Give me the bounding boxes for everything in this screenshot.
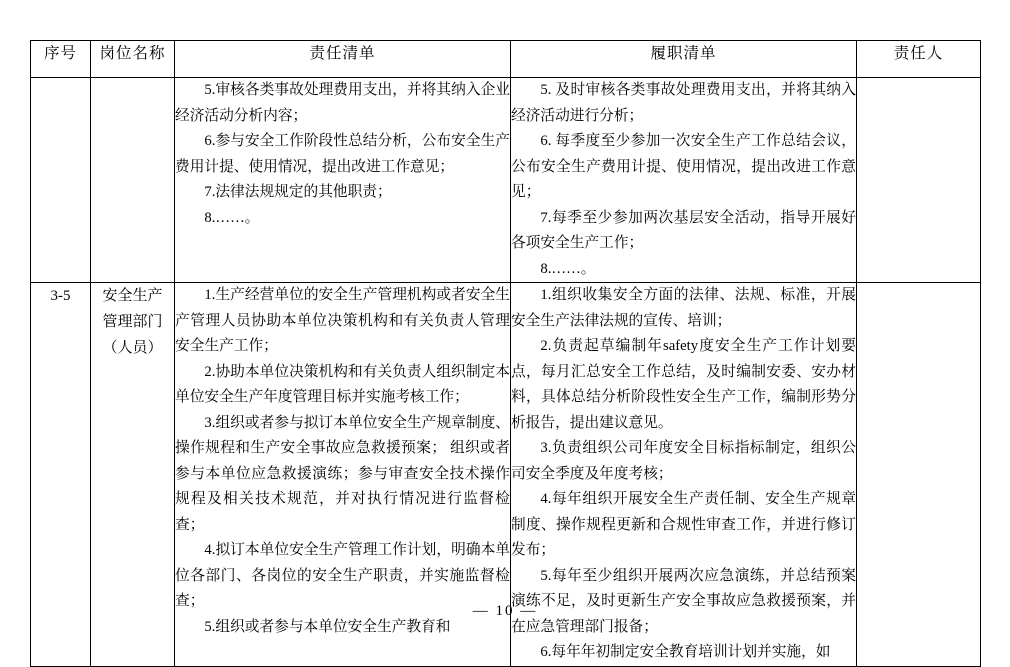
performance-item: 5.每年至少组织开展两次应急演练，并总结预案演练不足，及时更新生产安全事故应急救援预案，并在应急管理部门报备； (511, 567, 856, 635)
post-value-line: （人员） (102, 340, 163, 356)
post-value-line: 管理部门 (102, 314, 163, 330)
responsibility-table (30, 40, 981, 667)
performance-item: 4.每年组织开展安全生产责任制、安全生产规章制度、操作规程更新和合规性审查工作，并进行修订发布； (511, 491, 856, 558)
cell-owner (857, 78, 981, 283)
column-header-performance: 履职清单 (511, 41, 857, 78)
cell-post (91, 78, 175, 283)
performance-item: 6. 每季度至少参加一次安全生产工作总结会议，公布安全生产费用计提、使用情况，提出改进工作意见； (511, 133, 856, 200)
performance-item: 1.组织收集安全方面的法律、法规、标准，开展安全生产法律法规的宣传、培训； (511, 287, 856, 329)
performance-item: 5. 及时审核各类事故处理费用支出，并将其纳入经济活动进行分析； (511, 82, 856, 124)
performance-item: 6.每年年初制定安全教育培训计划并实施，如 (540, 644, 831, 660)
page-number: — 10 — (472, 603, 538, 619)
duty-item: 3.组织或者参与拟订本单位安全生产规章制度、操作规程和生产安全事故应急救援预案； 组织或者参与本单位应急救援演练；参与审查安全技术操作规程及相关技术规范，并对执行情况进行监督检查； (175, 414, 510, 533)
duty-item: 8.……。 (204, 209, 260, 226)
column-header-owner: 责任人 (857, 41, 981, 78)
duty-item: 7.法律法规规定的其他职责； (204, 184, 392, 200)
performance-item: 7.每季至少参加两次基层安全活动，指导开展好各项安全生产工作； (511, 209, 856, 251)
column-header-duty: 责任清单 (175, 41, 511, 78)
table-header-row (31, 41, 981, 78)
post-value-line: 安全生产 (102, 288, 163, 304)
page-footer (0, 603, 1010, 620)
performance-item: 2.负责起草编制年safety度安全生产工作计划要点，每月汇总安全工作总结，及时编制安委、安办材料，具体总结分析阶段性安全生产工作，编制形势分析报告，提出建议意见。 (511, 338, 856, 431)
cell-duty (175, 78, 511, 283)
table-row (31, 78, 981, 283)
table-header (31, 41, 981, 78)
column-header-seq: 序号 (31, 41, 91, 78)
table-body (31, 78, 981, 667)
column-header-post: 岗位名称 (91, 41, 175, 78)
cell-seq (31, 78, 91, 283)
duty-item: 5.审核各类事故处理费用支出，并将其纳入企业经济活动分析内容； (175, 82, 510, 124)
seq-value: 3-5 (50, 288, 71, 304)
performance-item: 8.……。 (540, 260, 596, 277)
duty-item: 2.协助本单位决策机构和有关负责人组织制定本单位安全生产年度管理目标并实施考核工作； (175, 363, 510, 405)
cell-performance (511, 78, 857, 283)
duty-item: 4.拟订本单位安全生产管理工作计划，明确本单位各部门、各岗位的安全生产职责，并实施监督检查； (175, 542, 510, 609)
duty-item: 6.参与安全工作阶段性总结分析，公布安全生产费用计提、使用情况，提出改进工作意见； (175, 133, 510, 175)
performance-item: 3.负责组织公司年度安全目标指标制定，组织公司安全季度及年度考核； (511, 440, 856, 482)
duty-item: 1.生产经营单位的安全生产管理机构或者安全生产管理人员协助本单位决策机构和有关负责人管理安全生产工作； (175, 287, 510, 354)
duty-item: 5.组织或者参与本单位安全生产教育和 (204, 618, 451, 635)
